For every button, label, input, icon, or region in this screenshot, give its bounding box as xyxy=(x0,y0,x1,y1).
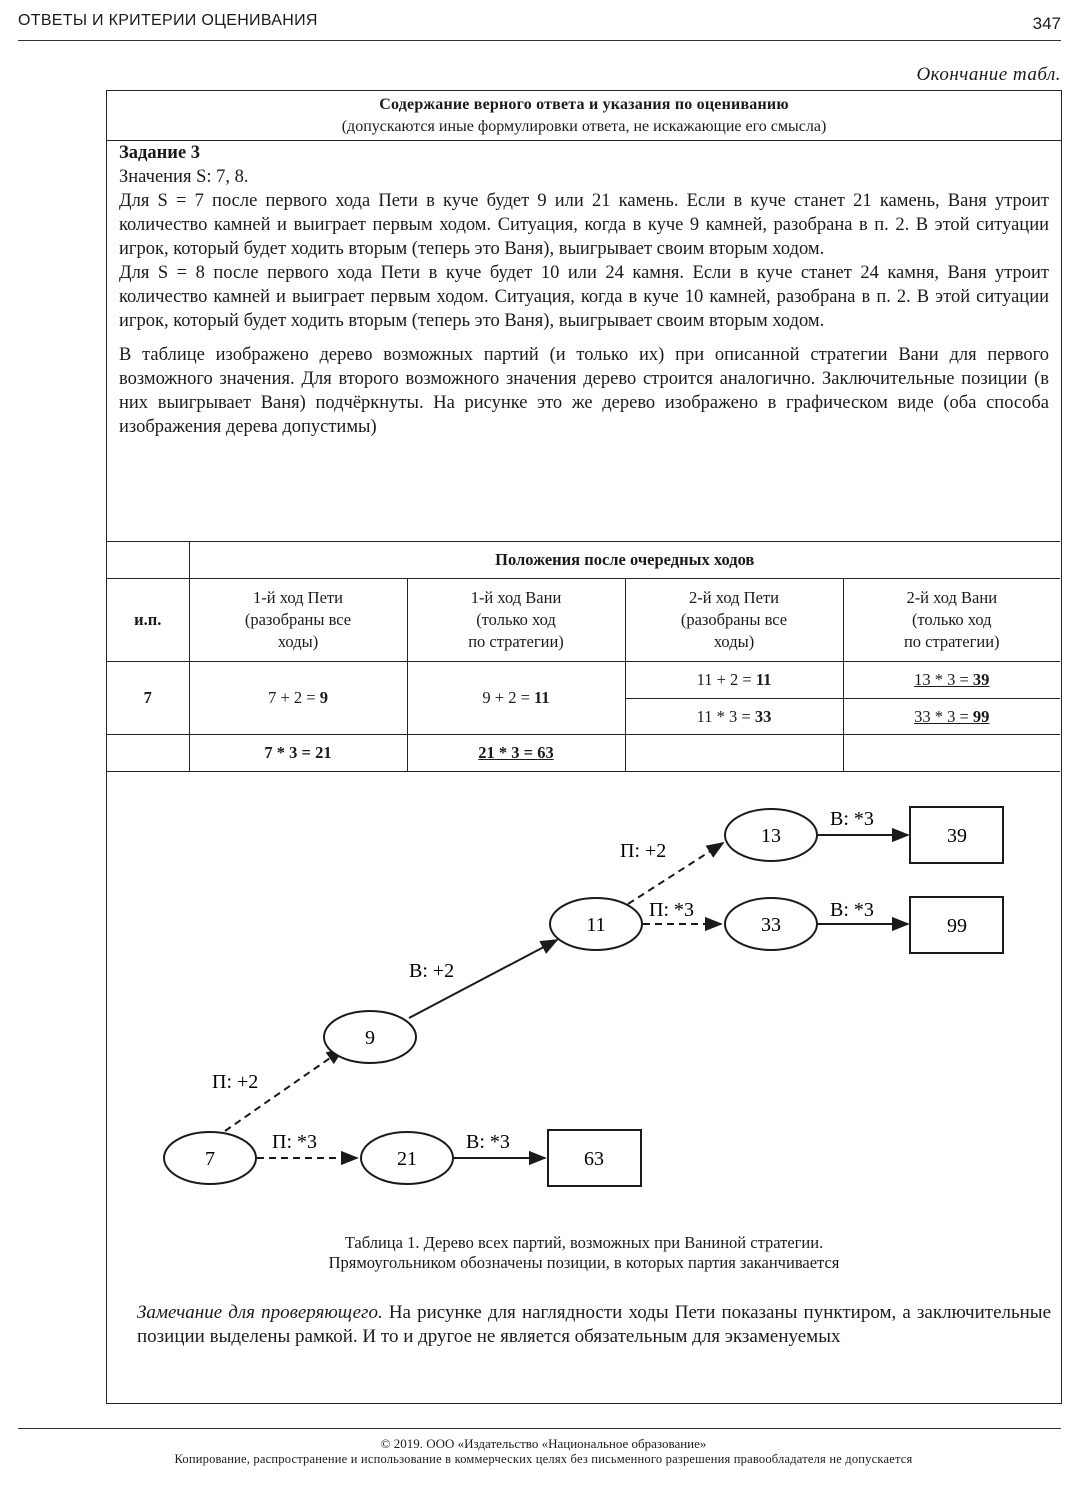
cell-7-times-3: 7 * 3 = 21 xyxy=(189,735,407,772)
ip-value-cell: 7 xyxy=(107,662,189,735)
svg-text:39: 39 xyxy=(947,825,967,847)
svg-text:9: 9 xyxy=(365,1027,375,1049)
label-21-63: В: *3 xyxy=(466,1131,510,1153)
cell-33-times-3: 33 * 3 = 99 xyxy=(843,699,1060,735)
footer-rule xyxy=(18,1428,1061,1429)
section-title: ОТВЕТЫ И КРИТЕРИИ ОЦЕНИВАНИЯ xyxy=(18,12,318,29)
node-21 xyxy=(361,1132,453,1184)
node-9 xyxy=(324,1011,416,1063)
footer-rights-notice: Копирование, распространение и использование в коммерческих целях без письменного разрешения правообладателя не допускается xyxy=(174,1452,913,1466)
ip-header-cell: и.п. xyxy=(107,579,189,662)
col-header-petya-1: 1-й ход Пети (разобраны все ходы) xyxy=(189,579,407,662)
svg-text:99: 99 xyxy=(947,915,967,937)
cell-9-plus-2: 9 + 2 = 11 xyxy=(407,662,625,735)
cell-21-times-3: 21 * 3 = 63 xyxy=(407,735,625,772)
paragraph-s7: Для S = 7 после первого хода Пети в куче будет 9 или 21 камень. Если в куче станет 21 камень, Ваня утроит количество камней и выиграет первым ходом. Ситуация, когда в куче 9 камней, разобрана в п. 2. В этой ситуации игрок, который будет ходить вторым (теперь это Ваня), выигрывает своим вторым ходом. xyxy=(119,191,1049,259)
svg-text:11: 11 xyxy=(586,914,606,936)
header-rule xyxy=(18,40,1061,41)
label-9-11: В: +2 xyxy=(409,960,455,982)
label-7-21: П: *3 xyxy=(272,1131,317,1153)
header-line-2: (допускаются иные формулировки ответа, не искажающие его смысла) xyxy=(341,118,827,135)
col-header-vanya-2: 2-й ход Вани (только ход по стратегии) xyxy=(843,579,1060,662)
label-11-13: П: +2 xyxy=(620,840,667,862)
terminal-63 xyxy=(548,1130,641,1186)
svg-text:63: 63 xyxy=(584,1148,604,1170)
cell-13-times-3: 13 * 3 = 39 xyxy=(843,662,1060,699)
figure-caption: Таблица 1. Дерево всех партий, возможных при Ваниной стратегии. Прямоугольником обозначены позиции, в которых партия заканчивается xyxy=(328,1233,840,1272)
node-11 xyxy=(550,898,642,950)
node-13 xyxy=(725,809,817,861)
cell-7-plus-2: 7 + 2 = 9 xyxy=(189,662,407,735)
svg-text:13: 13 xyxy=(761,825,781,847)
paragraph-tree-intro: В таблице изображено дерево возможных партий (и только их) при описанной стратегии Вани для первого возможного значения. Для второго возможного значения дерево строится аналогично. Заключительные позиции (в них выигрывает Ваня) подчёркнуты. На рисунке это же дерево изображено в графическом виде (оба способа изображения дерева допустимы) xyxy=(119,345,1049,437)
values-line: Значения S: 7, 8. xyxy=(119,167,249,187)
terminal-39 xyxy=(910,807,1003,863)
answer-box xyxy=(106,90,1062,1404)
group-header-cell: Положения после очередных ходов xyxy=(189,542,1060,579)
col-header-vanya-1: 1-й ход Вани (только ход по стратегии) xyxy=(407,579,625,662)
label-13-39: В: *3 xyxy=(830,808,874,830)
node-7 xyxy=(164,1132,256,1184)
paragraph-s8: Для S = 8 после первого хода Пети в куче будет 10 или 24 камня. Если в куче станет 24 камня, Ваня утроит количество камней и выиграет первым ходом. Ситуация, когда в куче 10 камней, разобрана в п. 2. В этой ситуации игрок, который будет ходить вторым (теперь это Ваня), выигрывает своим вторым ходом. xyxy=(119,263,1049,331)
label-7-9: П: +2 xyxy=(212,1071,259,1093)
svg-text:7: 7 xyxy=(205,1148,215,1170)
svg-text:21: 21 xyxy=(397,1148,417,1170)
cell-11-plus-2: 11 + 2 = 11 xyxy=(625,662,843,699)
page-number: 347 xyxy=(1032,14,1061,33)
game-tree-diagram xyxy=(107,91,1060,1231)
label-33-99: В: *3 xyxy=(830,899,874,921)
header-line-1: Содержание верного ответа и указания по оцениванию xyxy=(379,96,789,113)
task-title: Задание 3 xyxy=(119,143,201,163)
footer-copyright: © 2019. ООО «Издательство «Национальное образование» xyxy=(380,1436,707,1451)
col-header-petya-2: 2-й ход Пети (разобраны все ходы) xyxy=(625,579,843,662)
note-body: На рисунке для наглядности ходы Пети показаны пунктиром, а заключительные позиции выделены рамкой. И то и другое не является обязательным для экзаменуемых xyxy=(137,1302,1052,1347)
terminal-99 xyxy=(910,897,1003,953)
svg-text:33: 33 xyxy=(761,914,781,936)
examiner-note xyxy=(137,1301,1051,1349)
cell-11-times-3: 11 * 3 = 33 xyxy=(625,699,843,735)
note-heading: Замечание для проверяющего. xyxy=(137,1302,383,1323)
table-continuation-label: Окончание табл. xyxy=(916,64,1061,85)
label-11-33: П: *3 xyxy=(649,899,694,921)
node-33 xyxy=(725,898,817,950)
